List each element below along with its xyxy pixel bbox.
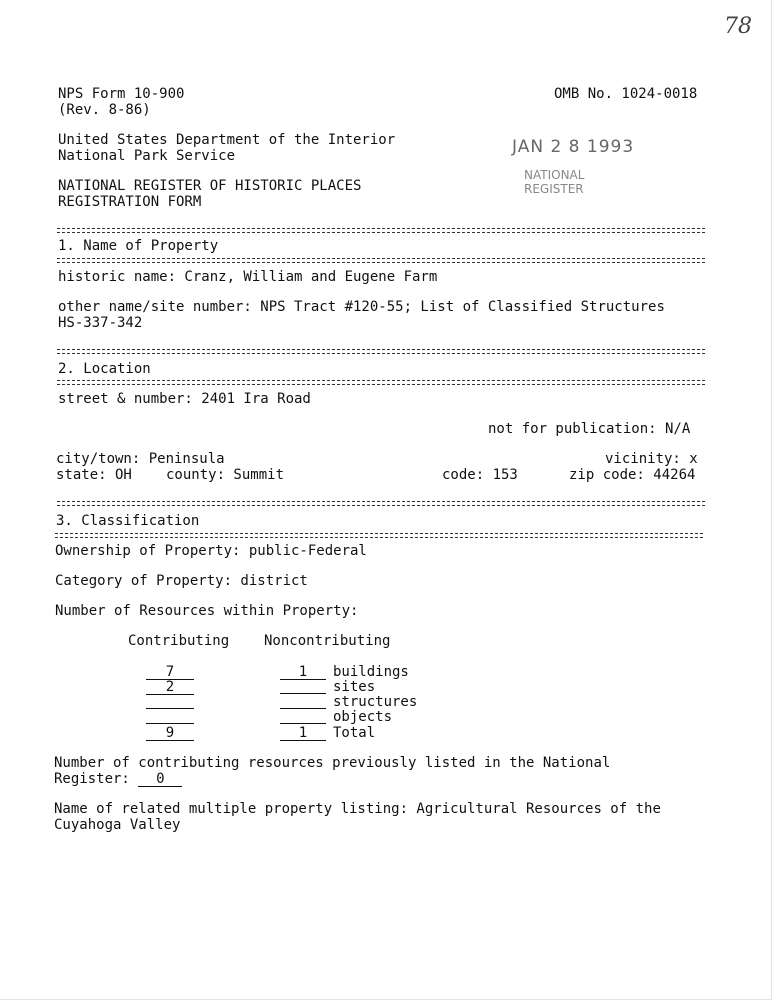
noncontributing-count: [280, 709, 326, 724]
form-title: NATIONAL REGISTER OF HISTORIC PLACES: [58, 178, 362, 194]
omb-number: OMB No. 1024-0018: [554, 86, 698, 102]
service: National Park Service: [58, 148, 236, 164]
section-divider: [57, 262, 705, 263]
resource-label: sites: [333, 679, 376, 695]
section-divider: [57, 384, 705, 385]
resource-label: Total: [333, 725, 376, 741]
noncontributing-count: [280, 679, 326, 694]
section-divider: [55, 533, 703, 534]
street-number: street & number: 2401 Ira Road: [58, 391, 311, 407]
section-divider: [55, 537, 703, 538]
section-1-heading: 1. Name of Property: [58, 238, 219, 254]
vicinity: vicinity: x: [605, 451, 698, 467]
other-name-line2: HS-337-342: [58, 315, 143, 331]
section-2-heading: 2. Location: [58, 361, 151, 377]
form-subtitle: REGISTRATION FORM: [58, 194, 202, 210]
handwritten-page-number: 78: [724, 14, 752, 39]
form-revision: (Rev. 8-86): [58, 102, 151, 118]
resource-label: buildings: [333, 664, 409, 680]
related-listing-line2: Cuyahoga Valley: [54, 817, 181, 833]
resource-row: [280, 664, 326, 680]
section-divider: [57, 232, 705, 233]
resource-label: objects: [333, 709, 393, 725]
section-divider: [57, 501, 705, 502]
previously-listed-count: 0: [138, 772, 182, 787]
resources-label: Number of Resources within Property:: [55, 603, 359, 619]
contributing-count: [146, 694, 194, 709]
form-name: NPS Form 10-900: [58, 86, 185, 102]
noncontributing-count: 1: [280, 665, 326, 680]
section-divider: [57, 505, 705, 506]
related-listing-line1: Name of related multiple property listing: Agricultural Resources of the: [54, 801, 661, 817]
resource-row: [280, 725, 326, 741]
resource-row: [146, 664, 194, 680]
received-stamp-line2: REGISTER: [524, 182, 584, 196]
received-stamp-line1: NATIONAL: [524, 168, 585, 182]
noncontributing-header: Noncontributing: [264, 633, 391, 649]
state: state: OH: [56, 467, 132, 483]
noncontributing-count: 1: [280, 726, 326, 741]
not-for-publication: not for publication: N/A: [488, 421, 691, 437]
contributing-count: 7: [146, 665, 194, 680]
city-town: city/town: Peninsula: [56, 451, 225, 467]
section-divider: [57, 258, 705, 259]
county-code: code: 153: [442, 467, 518, 483]
county: county: Summit: [166, 467, 285, 483]
section-divider: [57, 228, 705, 229]
resource-label: structures: [333, 694, 418, 710]
contributing-header: Contributing: [128, 633, 230, 649]
historic-name: historic name: Cranz, William and Eugene Farm: [58, 269, 438, 285]
resource-row: [146, 679, 194, 695]
category: Category of Property: district: [55, 573, 308, 589]
resource-row: [146, 725, 194, 741]
zip-code: zip code: 44264: [569, 467, 696, 483]
ownership: Ownership of Property: public-Federal: [55, 543, 367, 559]
previously-listed-line2: [54, 771, 182, 787]
section-divider: [57, 349, 705, 350]
other-name-line1: other name/site number: NPS Tract #120-55; List of Classified Structures: [58, 299, 665, 315]
department: United States Department of the Interior: [58, 132, 396, 148]
register-label: Register:: [54, 771, 130, 787]
contributing-count: 9: [146, 726, 194, 741]
contributing-count: [146, 709, 194, 724]
noncontributing-count: [280, 694, 326, 709]
section-3-heading: 3. Classification: [56, 513, 200, 529]
previously-listed-line1: Number of contributing resources previously listed in the National: [54, 755, 611, 771]
contributing-count: 2: [146, 680, 194, 695]
section-divider: [57, 353, 705, 354]
received-stamp-date: JAN 2 8 1993: [512, 137, 635, 157]
section-divider: [57, 380, 705, 381]
